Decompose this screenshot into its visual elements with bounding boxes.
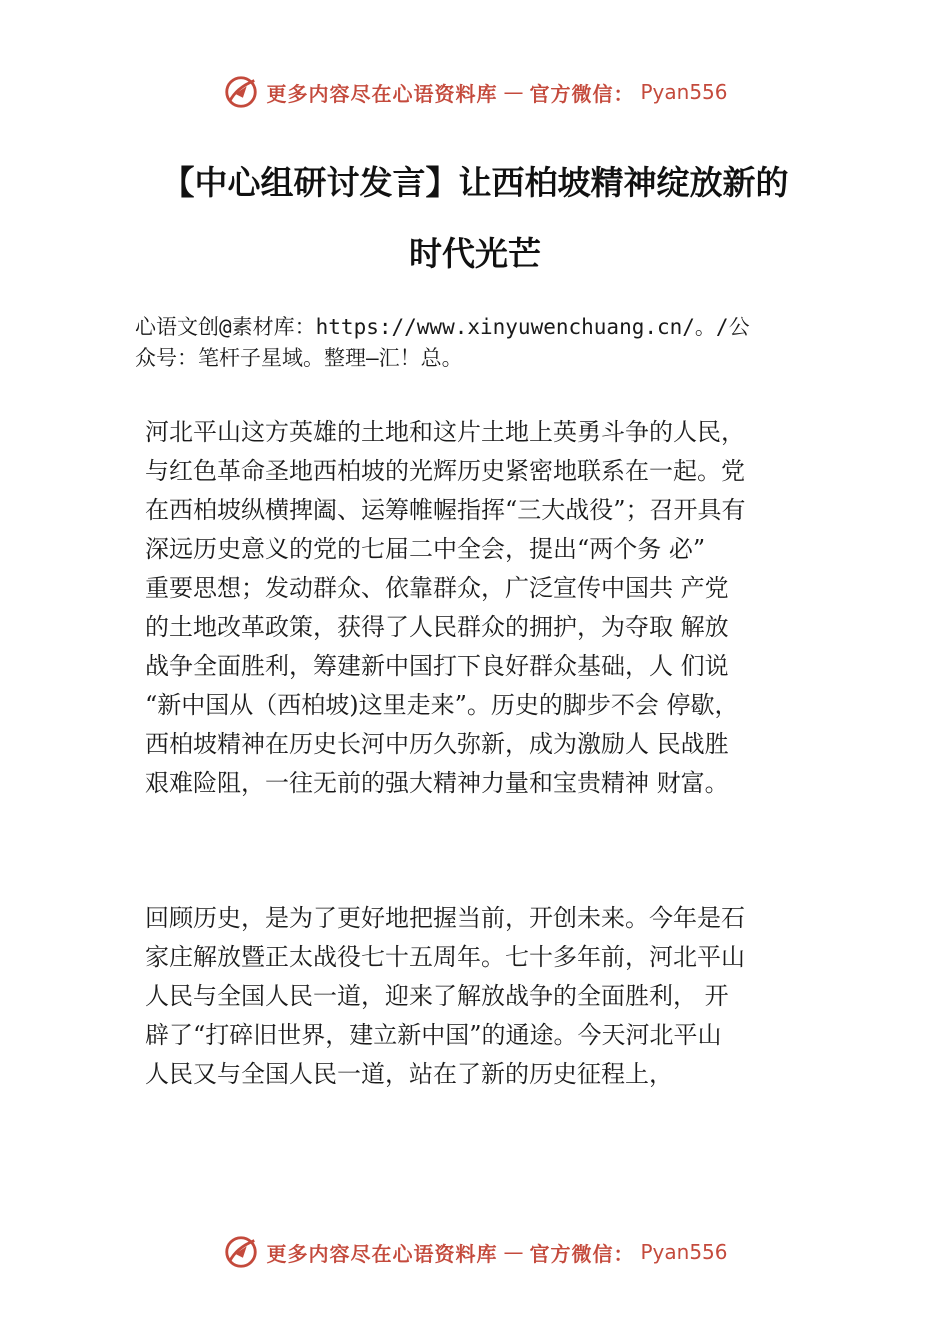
banner-slogan: 更多内容尽在心语资料库 xyxy=(266,1241,498,1266)
paragraph-2 xyxy=(145,899,835,1094)
banner-dash: — xyxy=(503,80,524,104)
paragraph-line: 在西柏坡纵横捭阖、运筹帷幄指挥“三大战役”；召开具有 xyxy=(145,496,746,524)
banner-wechat-id: Pyan556 xyxy=(640,80,728,104)
paragraph-line: 与红色革命圣地西柏坡的光辉历史紧密地联系在一起。党 xyxy=(145,457,745,485)
banner-dash: — xyxy=(503,1240,524,1264)
paragraph-line: 艰难险阻，一往无前的强大精神力量和宝贵精神 财富。 xyxy=(145,769,729,797)
paragraph-1 xyxy=(145,413,835,803)
logo-icon xyxy=(222,1233,260,1271)
paragraph-line: 河北平山这方英雄的土地和这片土地上英勇斗争的人民， xyxy=(145,418,745,446)
source-note xyxy=(135,312,835,374)
banner-wechat-label: 官方微信： xyxy=(529,81,635,106)
paragraph-line: “新中国从（西柏坡)这里走来”。历史的脚步不会 停歇， xyxy=(145,691,739,719)
header-banner xyxy=(0,70,950,114)
page-title-line2: 时代光芒 xyxy=(409,234,541,273)
paragraph-line: 人民与全国人民一道，迎来了解放战争的全面胜利， 开 xyxy=(145,982,729,1010)
paragraph-line: 的土地改革政策，获得了人民群众的拥护，为夺取 解放 xyxy=(145,613,729,641)
paragraph-line: 回顾历史，是为了更好地把握当前，开创未来。今年是石 xyxy=(145,904,745,932)
page-title-line1: 【中心组研讨发言】让西柏坡精神绽放新的 xyxy=(161,163,789,202)
banner-wechat-id: Pyan556 xyxy=(640,1240,728,1264)
paragraph-line: 深远历史意义的党的七届二中全会，提出“两个务 必” xyxy=(145,535,706,563)
source-line2: 众号：笔杆子星域。整理—汇！总。 xyxy=(135,346,463,370)
paragraph-line: 辟了“打碎旧世界，建立新中国”的通途。今天河北平山 xyxy=(145,1021,722,1049)
paragraph-line: 战争全面胜利，筹建新中国打下良好群众基础，人 们说 xyxy=(145,652,729,680)
paragraph-line: 西柏坡精神在历史长河中历久弥新，成为激励人 民战胜 xyxy=(145,730,729,758)
source-line1: 心语文创@素材库：https://www.xinyuwenchuang.cn/。/公 xyxy=(135,315,750,339)
banner-slogan: 更多内容尽在心语资料库 xyxy=(266,81,498,106)
logo-icon xyxy=(222,73,260,111)
paragraph-line: 重要思想；发动群众、依靠群众，广泛宣传中国共 产党 xyxy=(145,574,729,602)
paragraph-line: 人民又与全国人民一道，站在了新的历史征程上， xyxy=(145,1060,673,1088)
paragraph-line: 家庄解放暨正太战役七十五周年。七十多年前，河北平山 xyxy=(145,943,745,971)
banner-wechat-label: 官方微信： xyxy=(529,1241,635,1266)
footer-banner xyxy=(0,1230,950,1274)
